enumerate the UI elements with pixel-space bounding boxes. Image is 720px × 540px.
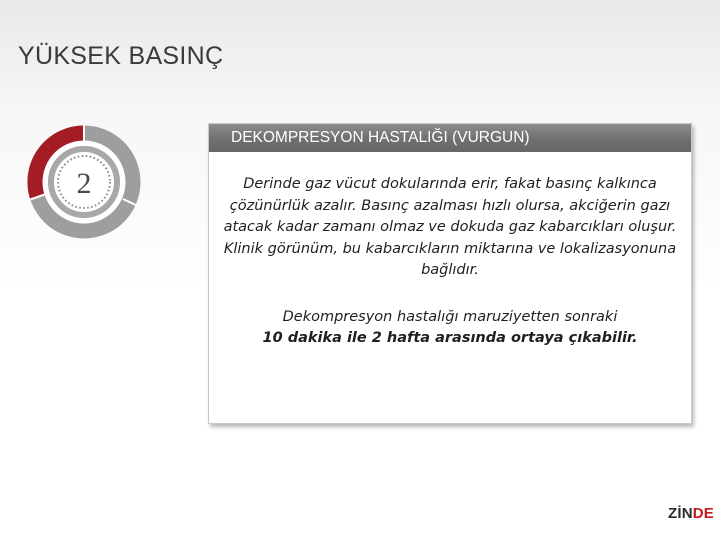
step-number: 2 <box>76 167 92 200</box>
brand-logo <box>668 505 714 522</box>
step-ring-graphic <box>22 120 146 244</box>
onset-emphasis-text: 10 dakika ile 2 hafta arasında ortaya çıkabilir. <box>262 330 638 346</box>
description-paragraph: Derinde gaz vücut dokularında erir, fakat basınç kalkınca çözünürlük azalır. Basınç azalması hızlı olursa, akciğerin gazı atacak kadar zamanı olmaz ve dokuda gaz kabarcıkları oluşur. Klinik görünüm, bu kabarcıkların miktarına ve lokalizasyonuna bağlıdır. <box>223 176 677 278</box>
panel-body <box>209 152 691 350</box>
onset-paragraph <box>217 307 683 350</box>
step-indicator <box>22 120 146 244</box>
slide-title: YÜKSEK BASINÇ <box>18 42 224 70</box>
brand-logo-text-red: DE <box>692 505 714 522</box>
onset-intro-text: Dekompresyon hastalığı maruziyetten sonraki <box>282 308 618 325</box>
panel-header: DEKOMPRESYON HASTALIĞI (VURGUN) <box>209 124 691 152</box>
content-panel <box>208 123 692 424</box>
brand-logo-text-dark: ZİN <box>667 505 693 522</box>
